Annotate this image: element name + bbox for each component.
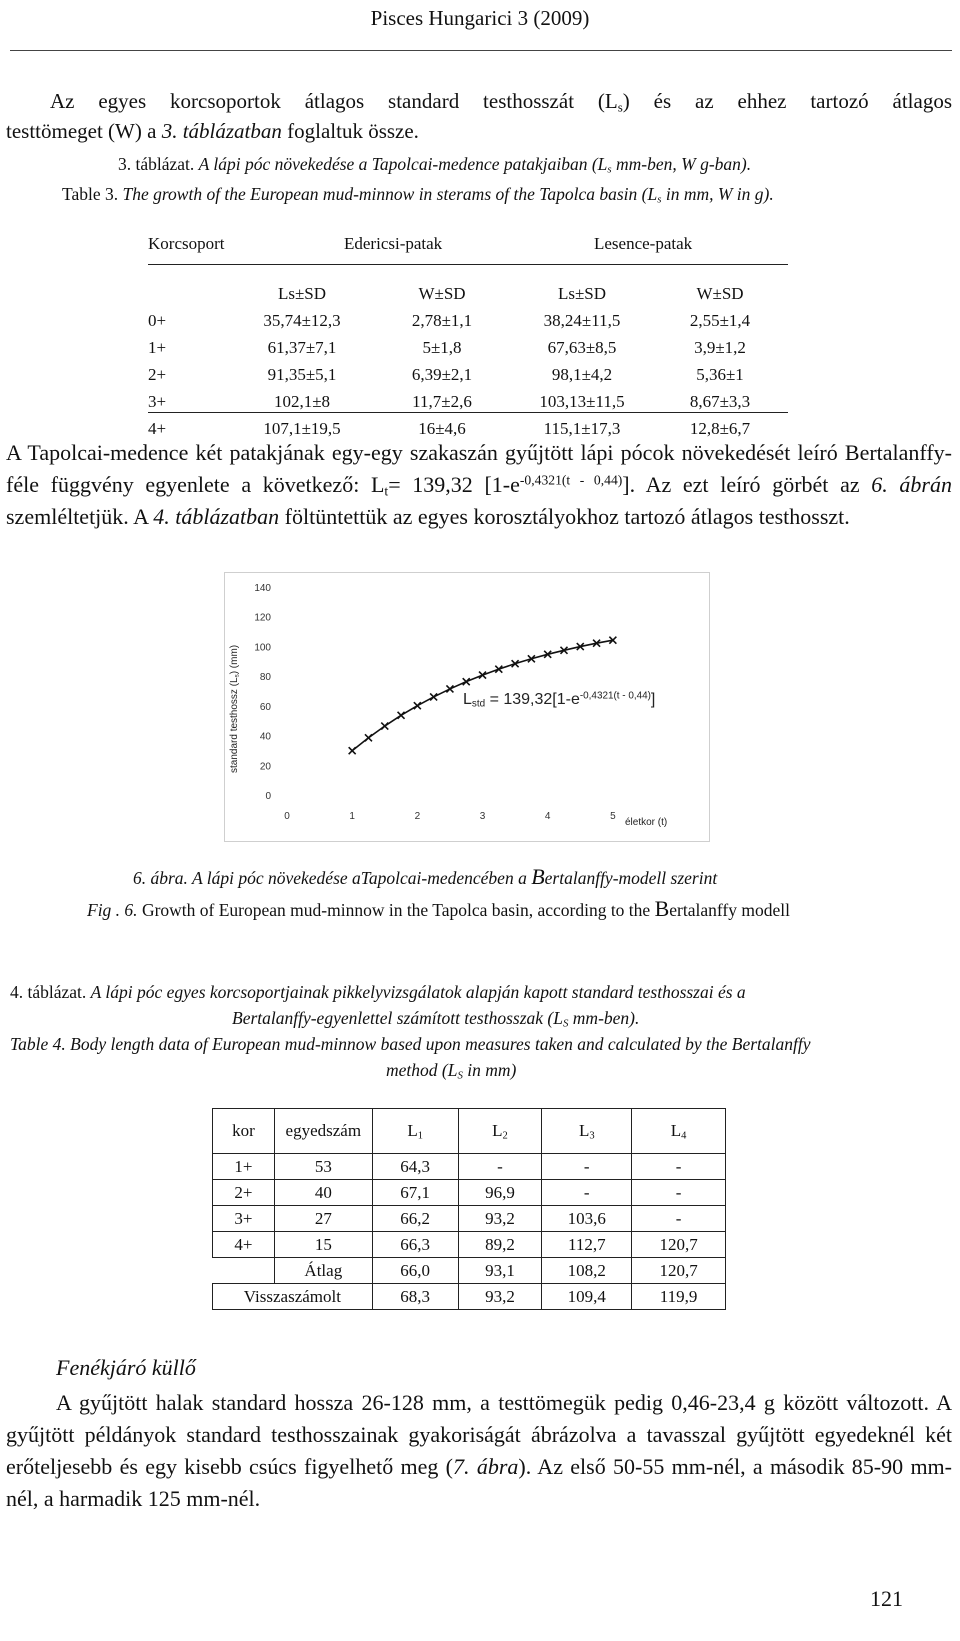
data-point bbox=[349, 747, 356, 754]
y-tick-label: 120 bbox=[254, 612, 271, 624]
intro-paragraph: Az egyes korcsoportok átlagos standard testhosszát $(L_s)$ és az ehhez tartozó átlagos testtömeget (W) a 3. táblázatban foglaltuk össze. bbox=[6, 89, 952, 143]
table3-row: 1+ 61,37±7,1 5±1,8 67,63±8,5 3,9±1,2 bbox=[148, 337, 746, 357]
table4-header-row: kor egyedszám $L_1$ $L_2$ $L_3$ $L_4$ bbox=[213, 1109, 726, 1154]
table3-header-group2: Lesence-patak bbox=[594, 234, 693, 253]
table3-row: 4+ 107,1±19,5 16±4,6 115,1±17,3 12,8±6,7 bbox=[148, 418, 751, 438]
table3-subheader: W±SD bbox=[696, 283, 744, 303]
table3-row: 0+ 35,74±12,3 2,78±1,1 38,24±11,5 2,55±1,4 bbox=[148, 310, 751, 330]
table3-header-korcsoport: Korcsoport bbox=[148, 234, 225, 253]
data-point bbox=[479, 672, 486, 679]
y-tick-labels bbox=[254, 583, 271, 802]
table3-subheader: W±SD bbox=[418, 283, 466, 303]
data-point bbox=[365, 734, 372, 741]
table4-row: 1+ 53 64,3 - - - bbox=[213, 1154, 726, 1180]
x-tick-label: 3 bbox=[479, 811, 486, 822]
data-point bbox=[414, 702, 421, 709]
table4-caption-en-1: Table 4. Body length data of European mud-minnow based upon measures taken and calculated by the Bertalanffy bbox=[10, 1034, 811, 1054]
y-tick-label: 60 bbox=[259, 701, 271, 713]
table4-row: 2+ 40 67,1 96,9 - - bbox=[213, 1180, 726, 1206]
table3-caption-hu: 3. táblázat. A lápi póc növekedése a Tapolcai-medence patakjaiban ($L_s$ mm-ben, W g-ban). bbox=[118, 154, 752, 176]
paragraph-bertalanffy: A Tapolcai-medence két patakjának egy-egy szakaszán gyűjtött lápi pócok növekedését leíró Bertalanffy-féle függvény egyenlete a következő: $L_t= 139,32$ $[1-e^{-0,4321(t - 0,44)}]$. Az ezt leíró görbét az 6. ábrán szemléltetjük. A 4. táblázatban föltüntettük az egyes korosztályokhoz tartozó átlagos testhosszt. bbox=[6, 440, 952, 529]
data-point bbox=[381, 723, 388, 730]
x-tick-label: 5 bbox=[610, 811, 616, 822]
equation-label: $L_{std} = 139,32[1-e^{-0,4321(t - 0,44)}]$ bbox=[463, 690, 656, 710]
table3-row: 3+ 102,1±8 11,7±2,6 103,13±11,5 8,67±3,3 bbox=[148, 391, 751, 411]
figure6-caption-en: Fig . 6. Growth of European mud-minnow in the Tapolca basin, according to the Bertalanffy modell bbox=[87, 896, 790, 921]
table4-row: 4+ 15 66,3 89,2 112,7 120,7 bbox=[213, 1232, 726, 1258]
table3-rule-top bbox=[148, 264, 788, 265]
x-tick-labels bbox=[284, 811, 616, 822]
data-point bbox=[430, 693, 437, 700]
x-tick-label: 0 bbox=[284, 811, 290, 822]
x-tick-label: 2 bbox=[414, 811, 421, 822]
table3-body bbox=[148, 280, 788, 442]
table4-backcalc-row: Visszaszámolt 68,3 93,2 109,4 119,9 bbox=[213, 1284, 726, 1310]
table3-caption-en: Table 3. The growth of the European mud-minnow in sterams of the Tapolca basin ($L_s$ in mm, W in g). bbox=[62, 184, 774, 206]
table3-header-group1: Edericsi-patak bbox=[344, 234, 443, 253]
figure6-frame: 140 120 100 80 60 40 20 0 0 1 2 3 4 5 standard testhossz $(L_s)$ (mm) $L_{std} = 139,32[1-e^{-0,4321(t - 0,44)}]$ életkor (t) bbox=[224, 572, 710, 842]
figure6-caption-hu: 6. ábra. A lápi póc növekedése aTapolcai-medencében a Bertalanffy-modell szerint bbox=[133, 864, 718, 889]
table4-row: 3+ 27 66,2 93,2 103,6 - bbox=[213, 1206, 726, 1232]
table4 bbox=[212, 1108, 726, 1310]
data-point bbox=[398, 712, 405, 719]
section-paragraph: A gyűjtött halak standard hossza 26-128 mm, a testtömegük pedig 0,46-23,4 g között változott. A gyűjtött példányok standard testhosszainak gyakoriságát ábrázolva a tavasszal gyűjtött egyedeknél két erőteljesebb és egy kisebb csúcs figyelhető meg (7. ábra). Az első 50-55 mm-nél, a második 85-90 mm-nél, a harmadik 125 mm-nél. bbox=[6, 1390, 952, 1511]
x-tick-label: 1 bbox=[349, 811, 355, 822]
page-number: 121 bbox=[870, 1586, 903, 1611]
table4-caption-hu-2: Bertalanffy-egyenlettel számított testhosszak ($L_S$ mm-ben). bbox=[232, 1008, 640, 1030]
section-heading: Fenékjáró küllő bbox=[56, 1355, 196, 1380]
x-tick-label: 4 bbox=[544, 811, 551, 822]
y-tick-label: 40 bbox=[259, 731, 271, 743]
y-tick-label: 80 bbox=[259, 672, 271, 684]
y-tick-label: 20 bbox=[259, 761, 271, 773]
y-tick-label: 100 bbox=[254, 642, 271, 654]
y-tick-label: 0 bbox=[265, 791, 271, 802]
table3-subheader: Ls±SD bbox=[277, 283, 327, 303]
table3-subheader-row bbox=[148, 280, 788, 307]
y-tick-label: 140 bbox=[254, 583, 271, 594]
table4-caption-hu-1: 4. táblázat. A lápi póc egyes korcsoportjainak pikkelyvizsgálatok alapján kapott standard testhosszai és a bbox=[10, 982, 746, 1002]
running-header: Pisces Hungarici 3 (2009) bbox=[370, 6, 590, 30]
x-axis-label: életkor (t) bbox=[625, 817, 668, 828]
table3-row: 2+ 91,35±5,1 6,39±2,1 98,1±4,2 5,36±1 bbox=[148, 364, 744, 384]
header-rule bbox=[10, 50, 952, 51]
table4-caption-en-2: method ($L_S$ in mm) bbox=[386, 1060, 517, 1082]
data-point bbox=[446, 685, 453, 692]
data-point bbox=[463, 678, 470, 685]
table4-average-row: Átlag 66,0 93,1 108,2 120,7 bbox=[213, 1258, 726, 1284]
table3-subheader: Ls±SD bbox=[557, 283, 607, 303]
